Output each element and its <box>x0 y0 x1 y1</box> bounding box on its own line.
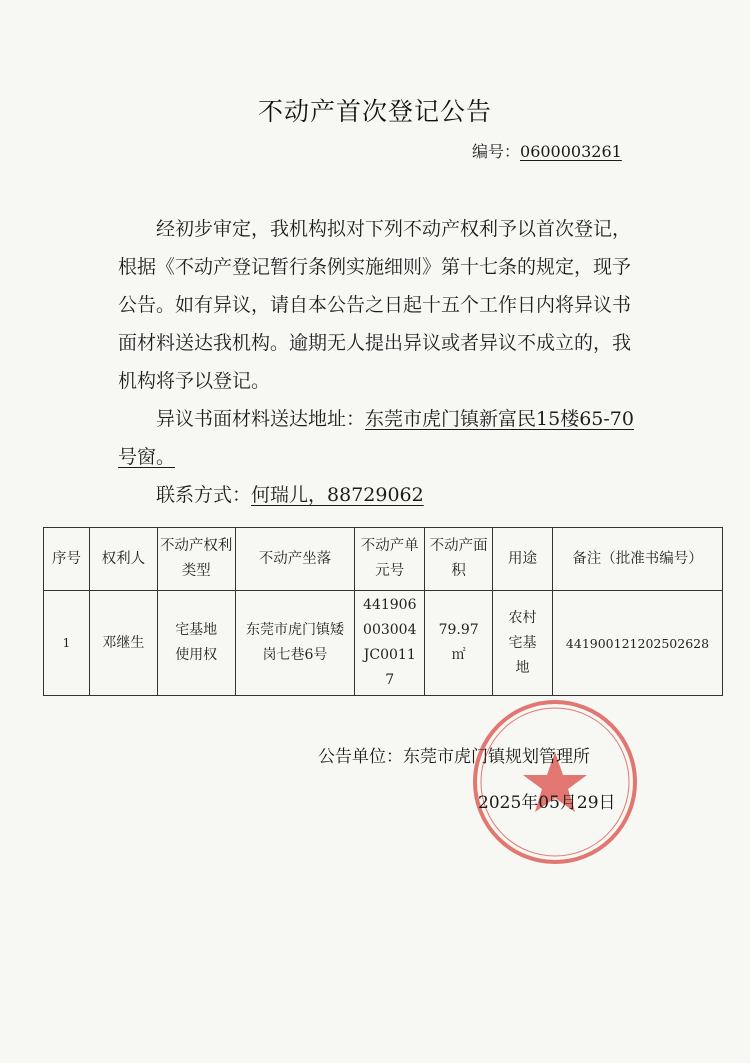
header-index: 序号 <box>44 528 90 591</box>
notice-body <box>118 210 648 514</box>
issuer-name: 东莞市虎门镇规划管理所 <box>403 747 590 767</box>
contact-value: 何瑞儿，88729062 <box>251 484 424 506</box>
contact-info <box>118 476 648 514</box>
official-seal <box>470 697 640 867</box>
cell-right-type: 宅基地使用权 <box>157 591 235 696</box>
table-row <box>44 591 723 696</box>
cell-location: 东莞市虎门镇矮岗七巷6号 <box>235 591 355 696</box>
header-remark: 备注（批准书编号） <box>553 528 723 591</box>
objection-address <box>118 400 648 476</box>
document-number-value: 0600003261 <box>520 142 622 161</box>
registration-table <box>43 527 723 696</box>
notice-paragraph: 经初步审定，我机构拟对下列不动产权利予以首次登记，根据《不动产登记暂行条例实施细则》第十七条的规定，现予公告。如有异议，请自本公告之日起十五个工作日内将异议书面材料送达我机构。逾期无人提出异议或者异议不成立的，我机构将予以登记。 <box>118 218 632 392</box>
cell-owner: 邓继生 <box>89 591 157 696</box>
header-unit-no: 不动产单元号 <box>355 528 425 591</box>
issuer <box>318 742 590 767</box>
header-area: 不动产面积 <box>425 528 493 591</box>
cell-unit-no: 441906003004JC00117 <box>355 591 425 696</box>
document-title: 不动产首次登记公告 <box>257 97 492 126</box>
header-usage: 用途 <box>493 528 553 591</box>
header-location: 不动产坐落 <box>235 528 355 591</box>
document-number <box>472 139 622 162</box>
cell-index: 1 <box>44 591 90 696</box>
cell-usage: 农村宅基地 <box>493 591 553 696</box>
header-right-type: 不动产权利类型 <box>157 528 235 591</box>
contact-label: 联系方式： <box>156 484 252 506</box>
header-owner: 权利人 <box>89 528 157 591</box>
issue-date: 2025年05月29日 <box>478 793 616 813</box>
cell-remark: 441900121202502628 <box>553 591 723 696</box>
objection-address-label: 异议书面材料送达地址： <box>156 408 366 430</box>
table-header-row <box>44 528 723 591</box>
document-number-label: 编号： <box>472 142 521 161</box>
objection-address-value: 东莞市虎门镇新富民15楼65-70号窗。 <box>118 408 634 468</box>
issuer-label: 公告单位： <box>318 747 403 767</box>
cell-area: 79.97㎡ <box>425 591 493 696</box>
